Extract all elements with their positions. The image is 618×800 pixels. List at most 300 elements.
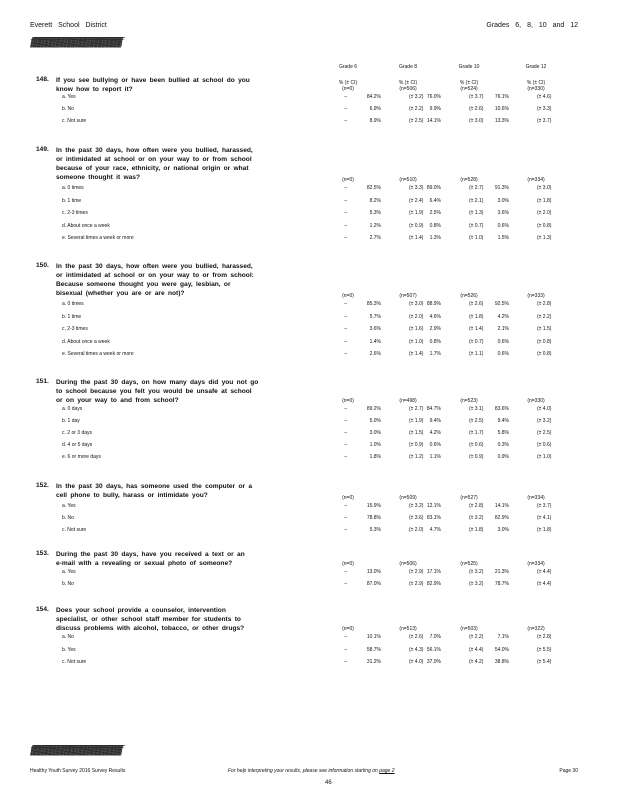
table-row (0, 301, 618, 313)
percent-value: 83.6% (494, 406, 509, 412)
percent-value: 87.0% (366, 581, 381, 587)
grade6-value: -- (344, 634, 348, 640)
percent-value: 76.0% (426, 94, 441, 100)
response-label: c. 2 or 3 days (62, 430, 93, 436)
question-text (56, 550, 321, 568)
confidence-interval: (± 1.3) (537, 235, 552, 241)
confidence-interval: (± 1.8) (469, 527, 484, 533)
percent-value: 56.1% (426, 646, 441, 653)
grade6-value: -- (344, 301, 348, 307)
sample-size: (n=334) (527, 561, 545, 567)
percent-value: 84.2% (366, 94, 381, 100)
percent-value: 5.8% (497, 430, 509, 436)
page-number: 46 (325, 780, 332, 786)
confidence-interval: (± 3.6) (409, 515, 424, 521)
table-row (0, 430, 618, 442)
confidence-interval: (± 3.2) (409, 503, 424, 509)
confidence-interval: (± 3.0) (409, 301, 424, 307)
percent-value: 13.0% (366, 569, 381, 575)
percent-value: 1.3% (429, 235, 441, 241)
confidence-interval: (± 2.5) (469, 418, 484, 424)
table-row (0, 326, 618, 338)
table-row (0, 569, 618, 581)
percent-value: 0.9% (497, 454, 509, 460)
grade6-value: -- (344, 94, 348, 100)
percent-value: 5.3% (369, 210, 381, 216)
table-row (0, 581, 618, 593)
response-label: b. Yes (62, 646, 76, 653)
sample-size: (n=526) (460, 293, 478, 299)
percent-value: 4.2% (497, 313, 509, 320)
sample-size: (n=528) (460, 177, 478, 183)
grade6-value: -- (344, 326, 348, 332)
percent-value: 5.7% (369, 313, 381, 320)
sample-size: (n=509) (399, 495, 417, 501)
confidence-interval: (± 2.6) (469, 106, 484, 112)
confidence-interval: (± 5.4) (537, 659, 552, 665)
grade6-value: -- (344, 503, 348, 509)
confidence-interval: (± 1.2) (409, 454, 424, 460)
grade6-value: -- (344, 442, 348, 448)
response-label: e. Several times a week or more (62, 351, 134, 357)
confidence-interval: (± 1.1) (469, 351, 484, 357)
grade6-value: -- (344, 351, 348, 357)
table-row (0, 94, 618, 106)
sample-size: (n=0) (342, 495, 354, 501)
confidence-interval: (± 0.9) (409, 442, 424, 448)
sample-size: (n=524) (460, 86, 478, 92)
sample-size: (n=330) (527, 398, 545, 404)
question-line: discuss problems with alcohol, tobacco, or other drugs? (56, 625, 245, 632)
percent-value: 92.5% (494, 301, 509, 307)
grade6-value: -- (344, 197, 348, 204)
percent-value: 8.9% (369, 118, 381, 124)
response-label: a. No (62, 634, 74, 640)
district-name: Everett School District (30, 22, 107, 29)
confidence-interval: (± 3.7) (537, 118, 552, 124)
response-label: c. Not sure (62, 118, 87, 124)
sample-size: (n=0) (342, 398, 354, 404)
confidence-interval: (± 2.1) (469, 197, 484, 204)
percent-value: 58.7% (366, 646, 381, 653)
response-label: b. 1 time (62, 197, 82, 204)
confidence-interval: (± 3.0) (469, 118, 484, 124)
percent-value: 54.0% (494, 646, 509, 653)
confidence-interval: (± 1.9) (409, 210, 424, 216)
question-text (56, 76, 321, 94)
response-label: b. 1 time (62, 313, 82, 320)
percent-value: 13.3% (494, 118, 509, 124)
confidence-interval: (± 0.6) (537, 442, 552, 448)
confidence-interval: (± 0.6) (469, 442, 484, 448)
grade6-value: -- (344, 430, 348, 436)
sample-size: (n=525) (460, 561, 478, 567)
col-header-grade12: Grade 12 (525, 64, 547, 70)
confidence-interval: (± 2.0) (409, 527, 424, 533)
percent-value: 9.4% (497, 418, 509, 424)
confidence-interval: (± 4.3) (409, 646, 424, 653)
percent-value: 10.1% (366, 634, 381, 640)
percent-value: 37.0% (426, 659, 441, 665)
percent-value: 85.3% (366, 301, 381, 307)
percent-value: 3.6% (369, 326, 381, 332)
response-label: a. 0 times (62, 185, 84, 191)
confidence-interval: (± 2.8) (537, 634, 552, 640)
grade6-value: -- (344, 222, 348, 229)
grade6-value: -- (344, 515, 348, 521)
grade6-value: -- (344, 313, 348, 320)
grade6-value: -- (344, 185, 348, 191)
confidence-interval: (± 1.5) (537, 326, 552, 332)
table-row (0, 659, 618, 671)
sample-size: (n=334) (527, 177, 545, 183)
footer-survey-title: Healthy Youth Survey 2016 Survey Results (30, 768, 126, 774)
confidence-interval: (± 2.2) (469, 634, 484, 640)
confidence-interval: (± 1.8) (537, 527, 552, 533)
percent-value: 0.8% (429, 338, 441, 345)
confidence-interval: (± 4.2) (469, 659, 484, 665)
confidence-interval: (± 0.7) (469, 222, 484, 229)
grade6-value: -- (344, 338, 348, 345)
question-text (56, 606, 321, 633)
sample-size: (n=513) (399, 626, 417, 632)
response-label: b. No (62, 106, 74, 112)
footer-page-link[interactable]: page 2 (379, 768, 395, 774)
confidence-interval: (± 1.0) (469, 235, 484, 241)
col-header-grade8: Grade 8 (398, 64, 418, 70)
response-label: d. 4 or 5 days (62, 442, 93, 448)
percent-value: 2.1% (497, 326, 509, 332)
question-text (56, 146, 321, 182)
percent-value: 0.6% (497, 338, 509, 345)
response-label: b. 1 day (62, 418, 80, 424)
sample-size: (n=0) (342, 293, 354, 299)
top-rule: ffffffffffffffffffffffffffffffffffffffffffffffffffffffffffffffffffffffffffffffffffffffff (30, 34, 121, 48)
confidence-interval: (± 0.8) (537, 338, 552, 345)
response-label: a. 0 days (62, 406, 83, 412)
grade6-value: -- (344, 418, 348, 424)
percent-value: 5.3% (369, 527, 381, 533)
bottom-rule: ffffffffffffffffffffffffffffffffffffffffffffffffffffffffffffffffffffffffffffffffffffffff (30, 742, 121, 756)
confidence-interval: (± 3.2) (469, 515, 484, 521)
percent-value: 89.2% (366, 406, 381, 412)
question-line: e-mail with a revealing or sexual photo of someone? (56, 560, 233, 567)
response-label: c. 2-3 times (62, 326, 88, 332)
confidence-interval: (± 0.7) (469, 338, 484, 345)
sample-size: (n=0) (342, 177, 354, 183)
percent-value: 3.0% (497, 527, 509, 533)
response-label: b. No (62, 515, 74, 521)
question-line: During the past 30 days, on how many days did you not go (56, 379, 259, 386)
confidence-interval: (± 4.4) (537, 581, 552, 587)
sample-size: (n=523) (460, 398, 478, 404)
percent-value: 38.8% (494, 659, 509, 665)
percent-value: 9.9% (429, 106, 441, 112)
confidence-interval: (± 2.0) (537, 210, 552, 216)
confidence-interval: (± 5.5) (537, 646, 552, 653)
percent-value: 0.6% (497, 222, 509, 229)
grades-label: Grades 6, 8, 10 and 12 (486, 22, 578, 29)
percent-value: 6.4% (429, 197, 441, 204)
question-line: specialist, or other school staff member for students to (56, 616, 241, 623)
question-line: or on your way to and from school? (56, 397, 179, 404)
percent-value: 91.3% (494, 185, 509, 191)
sample-size: (n=527) (460, 495, 478, 501)
percent-value: 3.6% (497, 210, 509, 216)
confidence-interval: (± 4.4) (469, 646, 484, 653)
sample-size: (n=510) (399, 177, 417, 183)
confidence-interval: (± 2.8) (469, 503, 484, 509)
percent-value: 14.1% (426, 118, 441, 124)
grade6-value: -- (344, 659, 348, 665)
response-label: a. 0 times (62, 301, 84, 307)
confidence-interval: (± 4.0) (537, 406, 552, 412)
table-row (0, 454, 618, 466)
question-number: 152. (36, 482, 49, 489)
question-line: In the past 30 days, how often were you bullied, harassed, (56, 147, 253, 154)
question-line: If you see bullying or have been bullied at school do you (56, 77, 250, 84)
question-line: Does your school provide a counselor, intervention (56, 607, 226, 614)
response-label: b. No (62, 581, 74, 587)
sample-size: (n=506) (399, 86, 417, 92)
table-row (0, 223, 618, 235)
confidence-interval: (± 1.4) (409, 351, 424, 357)
col-header-grade10: Grade 10 (458, 64, 480, 70)
percent-value: 14.1% (494, 503, 509, 509)
question-line: In the past 30 days, how often were you bullied, harassed, (56, 263, 253, 270)
confidence-interval: (± 0.8) (537, 222, 552, 229)
percent-value: 5.0% (369, 418, 381, 424)
sample-size: (n=0) (342, 86, 354, 92)
confidence-interval: (± 1.6) (409, 326, 424, 332)
confidence-interval: (± 1.4) (469, 326, 484, 332)
confidence-interval: (± 1.0) (409, 338, 424, 345)
percent-value: 9.4% (429, 418, 441, 424)
table-row (0, 406, 618, 418)
percent-value: 2.5% (429, 210, 441, 216)
confidence-interval: (± 1.8) (537, 197, 552, 204)
confidence-interval: (± 2.6) (409, 634, 424, 640)
confidence-interval: (± 1.3) (469, 210, 484, 216)
percent-value: 1.2% (369, 222, 381, 229)
percent-value: 6.9% (369, 106, 381, 112)
percent-value: 2.7% (369, 235, 381, 241)
table-row (0, 634, 618, 646)
confidence-interval: (± 3.0) (537, 185, 552, 191)
table-row (0, 198, 618, 210)
percent-value: 4.2% (429, 430, 441, 436)
percent-value: 10.6% (494, 106, 509, 112)
sample-size: (n=322) (527, 626, 545, 632)
percent-value: 7.0% (429, 634, 441, 640)
percent-value: 78.7% (494, 581, 509, 587)
response-label: e. 6 or more days (62, 454, 101, 460)
sample-size: (n=507) (399, 293, 417, 299)
grade6-value: -- (344, 406, 348, 412)
confidence-interval: (± 1.0) (537, 454, 552, 460)
response-label: c. 2-3 times (62, 210, 88, 216)
confidence-interval: (± 1.9) (409, 418, 424, 424)
table-row (0, 185, 618, 197)
response-label: c. Not sure (62, 527, 87, 533)
percent-value: 2.6% (369, 351, 381, 357)
question-line: Because someone thought you were gay, lesbian, or (56, 281, 231, 288)
grade6-value: -- (344, 235, 348, 241)
question-line: to school because you felt you would be unsafe at school (56, 388, 252, 395)
question-line: During the past 30 days, have you received a text or an (56, 551, 245, 558)
percent-value: 8.2% (369, 197, 381, 204)
table-row (0, 106, 618, 118)
response-label: a. Yes (62, 569, 76, 575)
percent-value: 1.5% (497, 235, 509, 241)
percent-value: 21.3% (494, 569, 509, 575)
percent-value: 1.7% (429, 351, 441, 357)
confidence-interval: (± 3.2) (409, 94, 424, 100)
col-header-grade6: Grade 6 (338, 64, 358, 70)
percent-value: 88.9% (426, 301, 441, 307)
question-text (56, 378, 321, 405)
col-stat-grade8: % (± CI) (398, 80, 418, 86)
table-row (0, 314, 618, 326)
percent-value: 1.1% (429, 454, 441, 460)
table-row (0, 503, 618, 515)
question-line: or intimidated at school or on your way to or from school (56, 156, 252, 163)
percent-value: 0.6% (429, 442, 441, 448)
confidence-interval: (± 2.6) (469, 301, 484, 307)
percent-value: 84.7% (426, 406, 441, 412)
footer-help-text (228, 768, 395, 774)
confidence-interval: (± 2.5) (409, 118, 424, 124)
response-label: d. About once a week (62, 222, 110, 229)
confidence-interval: (± 3.3) (537, 106, 552, 112)
percent-value: 15.9% (366, 503, 381, 509)
table-row (0, 442, 618, 454)
confidence-interval: (± 0.9) (469, 454, 484, 460)
question-line: bisexual (whether you are or are not)? (56, 290, 185, 297)
table-row (0, 118, 618, 130)
question-number: 150. (36, 262, 49, 269)
percent-value: 76.1% (494, 94, 509, 100)
table-row (0, 515, 618, 527)
question-text (56, 262, 321, 298)
percent-value: 82.9% (426, 581, 441, 587)
question-number: 154. (36, 606, 49, 613)
question-number: 151. (36, 378, 49, 385)
table-row (0, 418, 618, 430)
question-number: 148. (36, 76, 49, 83)
question-line: or intimidated at school or on your way to or from school: (56, 272, 254, 279)
confidence-interval: (± 3.3) (409, 185, 424, 191)
percent-value: 78.8% (366, 515, 381, 521)
question-text (56, 482, 321, 500)
percent-value: 2.9% (429, 326, 441, 332)
percent-value: 3.0% (497, 197, 509, 204)
grade6-value: -- (344, 527, 348, 533)
table-row (0, 527, 618, 539)
confidence-interval: (± 1.5) (409, 430, 424, 436)
confidence-interval: (± 2.2) (409, 106, 424, 112)
question-number: 153. (36, 550, 49, 557)
question-line: because of your race, ethnicity, or national origin or what (56, 165, 249, 172)
question-line: someone thought it was? (56, 174, 140, 181)
footer-help-label: For help interpreting your results, please see information starting on (228, 768, 378, 774)
question-line: know how to report it? (56, 86, 133, 93)
confidence-interval: (± 2.5) (537, 430, 552, 436)
confidence-interval: (± 3.7) (469, 94, 484, 100)
table-row (0, 647, 618, 659)
grade6-value: -- (344, 569, 348, 575)
table-row (0, 235, 618, 247)
confidence-interval: (± 2.7) (409, 406, 424, 412)
confidence-interval: (± 1.7) (469, 430, 484, 436)
confidence-interval: (± 2.2) (537, 313, 552, 320)
percent-value: 31.2% (366, 659, 381, 665)
confidence-interval: (± 3.7) (537, 503, 552, 509)
sample-size: (n=506) (399, 561, 417, 567)
confidence-interval: (± 0.9) (409, 222, 424, 229)
table-row (0, 210, 618, 222)
percent-value: 1.0% (369, 442, 381, 448)
confidence-interval: (± 3.2) (469, 581, 484, 587)
confidence-interval: (± 0.8) (537, 351, 552, 357)
confidence-interval: (± 1.4) (409, 235, 424, 241)
confidence-interval: (± 3.2) (469, 569, 484, 575)
confidence-interval: (± 3.2) (537, 418, 552, 424)
question-line: cell phone to bully, harass or intimidate you? (56, 492, 208, 499)
footer-page-label: Page 30 (559, 768, 578, 774)
confidence-interval: (± 4.6) (537, 94, 552, 100)
table-row (0, 339, 618, 351)
percent-value: 82.5% (366, 185, 381, 191)
percent-value: 4.6% (429, 313, 441, 320)
col-stat-grade10: % (± CI) (459, 80, 479, 86)
percent-value: 7.1% (497, 634, 509, 640)
response-label: e. Several times a week or more (62, 235, 134, 241)
percent-value: 3.0% (369, 430, 381, 436)
confidence-interval: (± 2.8) (537, 301, 552, 307)
question-line: In the past 30 days, has someone used the computer or a (56, 483, 253, 490)
percent-value: 1.8% (369, 454, 381, 460)
col-stat-grade12: % (± CI) (526, 80, 546, 86)
confidence-interval: (± 4.4) (537, 569, 552, 575)
percent-value: 0.3% (497, 442, 509, 448)
sample-size: (n=498) (399, 398, 417, 404)
response-label: a. Yes (62, 94, 76, 100)
percent-value: 1.4% (369, 338, 381, 345)
grade6-value: -- (344, 581, 348, 587)
percent-value: 83.1% (426, 515, 441, 521)
confidence-interval: (± 3.1) (469, 406, 484, 412)
question-number: 149. (36, 146, 49, 153)
percent-value: 17.1% (426, 569, 441, 575)
confidence-interval: (± 1.8) (469, 313, 484, 320)
grade6-value: -- (344, 106, 348, 112)
percent-value: 89.0% (426, 185, 441, 191)
confidence-interval: (± 2.0) (409, 313, 424, 320)
table-row (0, 351, 618, 363)
percent-value: 12.1% (426, 503, 441, 509)
response-label: d. About once a week (62, 338, 110, 345)
sample-size: (n=503) (460, 626, 478, 632)
sample-size: (n=0) (342, 626, 354, 632)
confidence-interval: (± 2.9) (409, 569, 424, 575)
response-label: c. Not sure (62, 659, 87, 665)
percent-value: 0.6% (497, 351, 509, 357)
confidence-interval: (± 4.0) (409, 659, 424, 665)
col-stat-grade6: % (± CI) (338, 80, 358, 86)
confidence-interval: (± 2.4) (409, 197, 424, 204)
percent-value: 82.9% (494, 515, 509, 521)
